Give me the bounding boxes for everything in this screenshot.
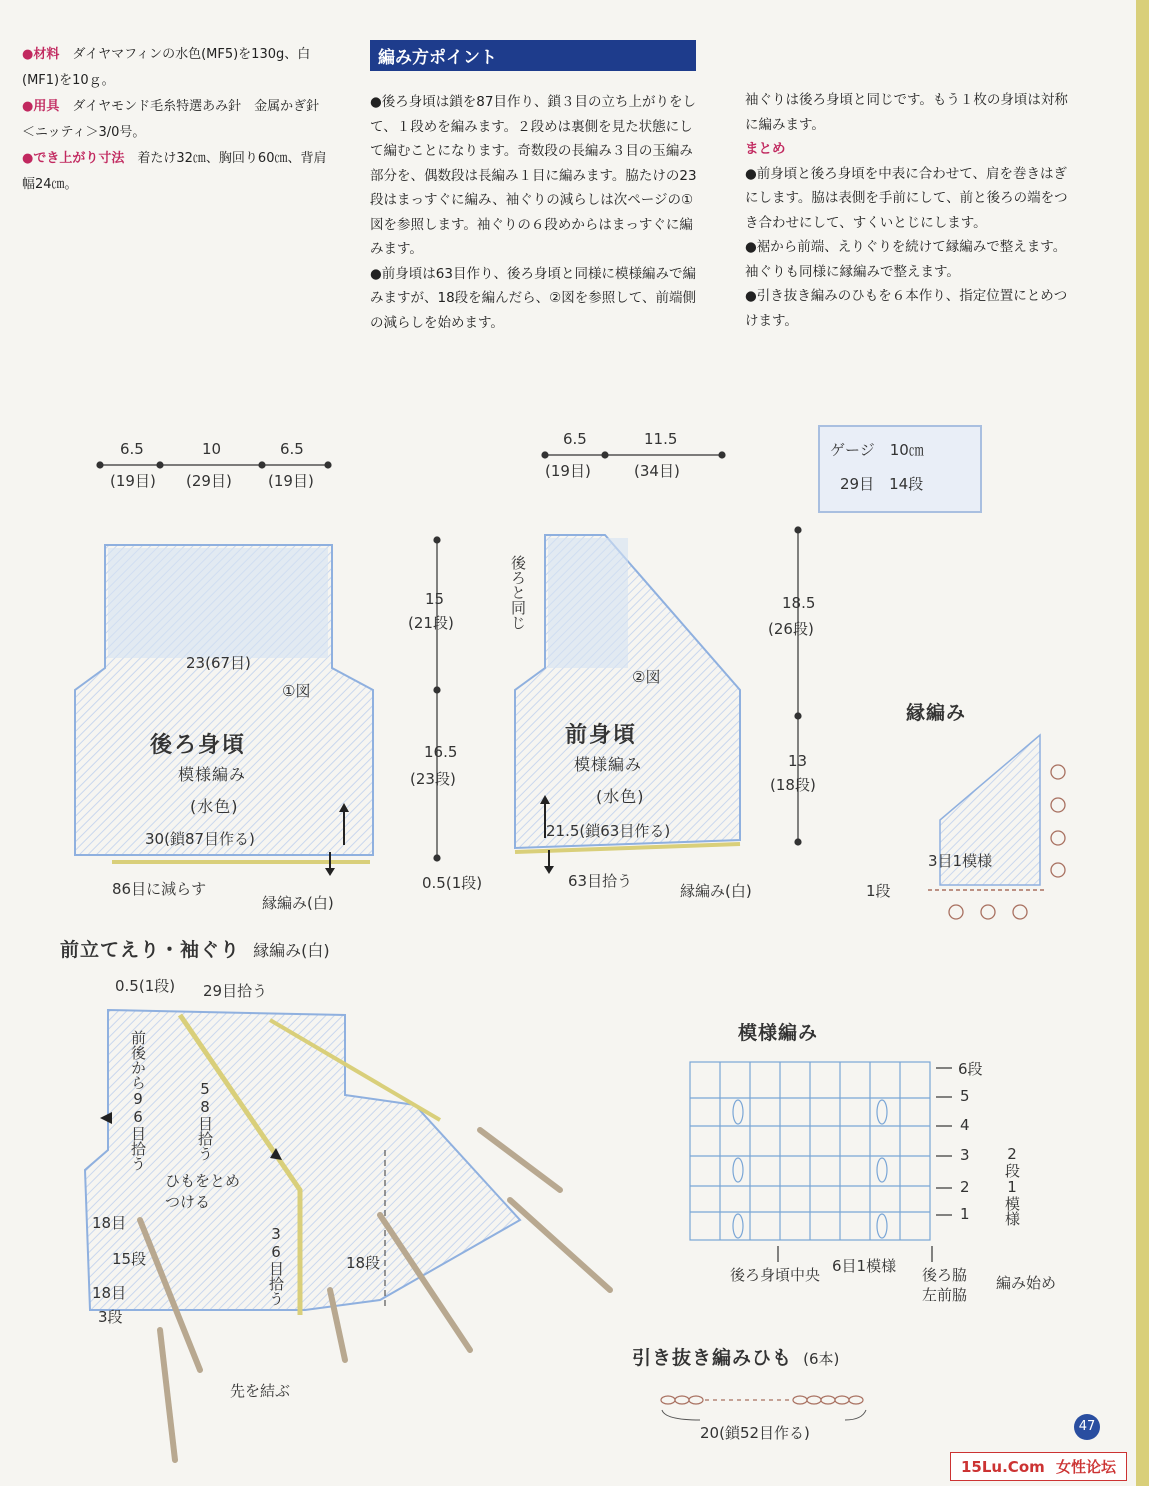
pattern-row-2: 2	[960, 1178, 970, 1196]
edge-row-label: 1段	[866, 882, 891, 900]
front-dim-2: 11.5	[644, 430, 678, 448]
back-decrease: 86目に減らす	[112, 880, 207, 898]
pattern-row-6: 6段	[958, 1060, 983, 1078]
matome-heading: まとめ	[745, 141, 786, 157]
back-h2: 16.5	[424, 743, 458, 761]
cord-title-main: 引き抜き編みひも	[632, 1347, 793, 1369]
back-h3: 0.5(1段)	[422, 874, 483, 892]
pattern-center: 後ろ身頃中央	[730, 1266, 821, 1284]
point-edging: ●裾から前端、えりぐりを続けて縁編みで整えます。袖ぐりも同様に縁編みで整えます。	[745, 239, 1067, 280]
collar-l10: 36目拾う	[267, 1225, 285, 1306]
back-color: (水色)	[190, 797, 239, 816]
front-h1-rows: (26段)	[768, 620, 814, 638]
collar-l12: 先を結ぶ	[230, 1382, 291, 1400]
front-pickup: 63目拾う	[568, 872, 633, 890]
collar-l4: 58目拾う	[196, 1080, 214, 1161]
pattern-side1: 後ろ脇	[922, 1266, 968, 1284]
point-back: ●後ろ身頃は鎖を87目作り、鎖３目の立ち上がりをして、１段めを編みます。２段めは裏側を見た状態にして編むことになります。奇数段の長編み３目の玉編み部分を、偶数段は長編み１目に編みます。脇たけの23段はまっすぐに編み、袖ぐりの減らしは次ページの①図を参照します。袖ぐりの６段めからはまっすぐに編みます。	[370, 94, 697, 257]
point-cord: ●引き抜き編みのひもを６本作り、指定位置にとめつけます。	[745, 288, 1068, 329]
front-color: (水色)	[596, 787, 645, 806]
collar-title-edging: 縁編み(白)	[253, 941, 330, 960]
back-sts-3: (19目)	[268, 472, 314, 490]
back-sts-1: (19目)	[110, 472, 156, 490]
back-width: 23(67目)	[186, 654, 251, 672]
collar-l8: 18目	[92, 1284, 127, 1302]
cord-title	[632, 1343, 839, 1370]
collar-l5: ひもをとめつける	[165, 1172, 241, 1211]
collar-l6: 18目	[92, 1214, 127, 1232]
pattern-repeat: 6目1模様	[832, 1257, 897, 1275]
back-pattern: 模様編み	[178, 765, 247, 784]
gauge-label: ゲージ	[830, 441, 875, 459]
front-h1: 18.5	[782, 594, 816, 612]
front-dim-1: 6.5	[563, 430, 587, 448]
collar-title-main: 前立てえり・袖ぐり	[60, 939, 241, 961]
watermark	[950, 1452, 1127, 1481]
back-edging: 縁編み(白)	[262, 894, 334, 912]
pattern-row-1: 1	[960, 1205, 970, 1223]
back-dim-1: 6.5	[120, 440, 144, 458]
front-sts-2: (34目)	[634, 462, 680, 480]
point-seam: ●前身頃と後ろ身頃を中表に合わせて、肩を巻きはぎにします。脇は表側を手前にして、前と後ろの端をつき合わせにして、すくいとじにします。	[745, 165, 1068, 231]
pattern-row-4: 4	[960, 1116, 970, 1134]
collar-l9: 3段	[98, 1308, 123, 1326]
collar-l7: 15段	[112, 1250, 147, 1268]
back-sts-2: (29目)	[186, 472, 232, 490]
collar-l1: 0.5(1段)	[115, 977, 176, 995]
pattern-start: 編み始め	[996, 1274, 1057, 1292]
front-same-as: 後ろと同じ	[509, 555, 527, 630]
points-heading: 編み方ポイント	[370, 40, 696, 71]
cord-label: 20(鎖52目作る)	[700, 1424, 810, 1442]
back-h2-rows: (23段)	[410, 770, 456, 788]
back-fig-ref: ①図	[282, 682, 311, 700]
watermark-name: 女性论坛	[1056, 1458, 1117, 1476]
gauge-size: 10㎝	[889, 441, 924, 459]
collar-l11: 18段	[346, 1254, 381, 1272]
back-dim-2: 10	[202, 440, 222, 458]
gauge-sts: 29目	[840, 475, 875, 493]
point-armhole: 袖ぐりは後ろ身頃と同じです。もう１枚の身頃は対称に編みます。	[745, 92, 1068, 133]
front-edging: 縁編み(白)	[680, 882, 752, 900]
edge-repeat: 3目1模様	[928, 852, 993, 870]
back-h1-rows: (21段)	[408, 614, 454, 632]
cord-count: (6本)	[803, 1350, 840, 1368]
back-dim-3: 6.5	[280, 440, 304, 458]
watermark-site: 15Lu.Com	[961, 1458, 1045, 1476]
collar-l2: 29目拾う	[203, 982, 268, 1000]
back-h1: 15	[425, 590, 445, 608]
gauge-rows: 14段	[889, 475, 924, 493]
front-pattern: 模様編み	[574, 755, 643, 774]
pattern-side2: 左前脇	[922, 1286, 968, 1304]
collar-l3: 前後から96目拾う	[129, 1030, 147, 1171]
material-tools: ●用具 ダイヤモンド毛糸特選あみ針 金属かぎ針＜ニッティ＞3/0号。	[22, 99, 320, 140]
page-number: 47	[1074, 1414, 1100, 1440]
front-sts-1: (19目)	[545, 462, 591, 480]
front-fig-ref: ②図	[632, 668, 661, 686]
front-h2-rows: (18段)	[770, 776, 816, 794]
material-yarn: ●材料 ダイヤマフィンの水色(MF5)を130g、白(MF1)を10ｇ。	[22, 47, 311, 88]
pattern-row-3: 3	[960, 1146, 970, 1164]
front-name: 前身頃	[565, 723, 638, 748]
back-base: 30(鎖87目作る)	[145, 830, 255, 848]
front-base: 21.5(鎖63目作る)	[546, 822, 671, 840]
collar-title	[60, 935, 330, 962]
point-front: ●前身頃は63目作り、後ろ身頃と同様に模様編みで編みますが、18段を編んだら、②図を参照して、前端側の減らしを始めます。	[370, 265, 697, 331]
pattern-repeat-rows: 2段1模様	[1003, 1145, 1021, 1226]
pattern-row-5: 5	[960, 1087, 970, 1105]
binding-edge	[1136, 0, 1149, 1486]
edge-title: 縁編み	[906, 702, 967, 724]
pattern-title: 模様編み	[738, 1022, 819, 1044]
material-size: ●でき上がり寸法 着たけ32㎝、胸回り60㎝、背肩幅24㎝。	[22, 151, 327, 192]
back-name: 後ろ身頃	[150, 733, 247, 758]
front-h2: 13	[788, 752, 808, 770]
